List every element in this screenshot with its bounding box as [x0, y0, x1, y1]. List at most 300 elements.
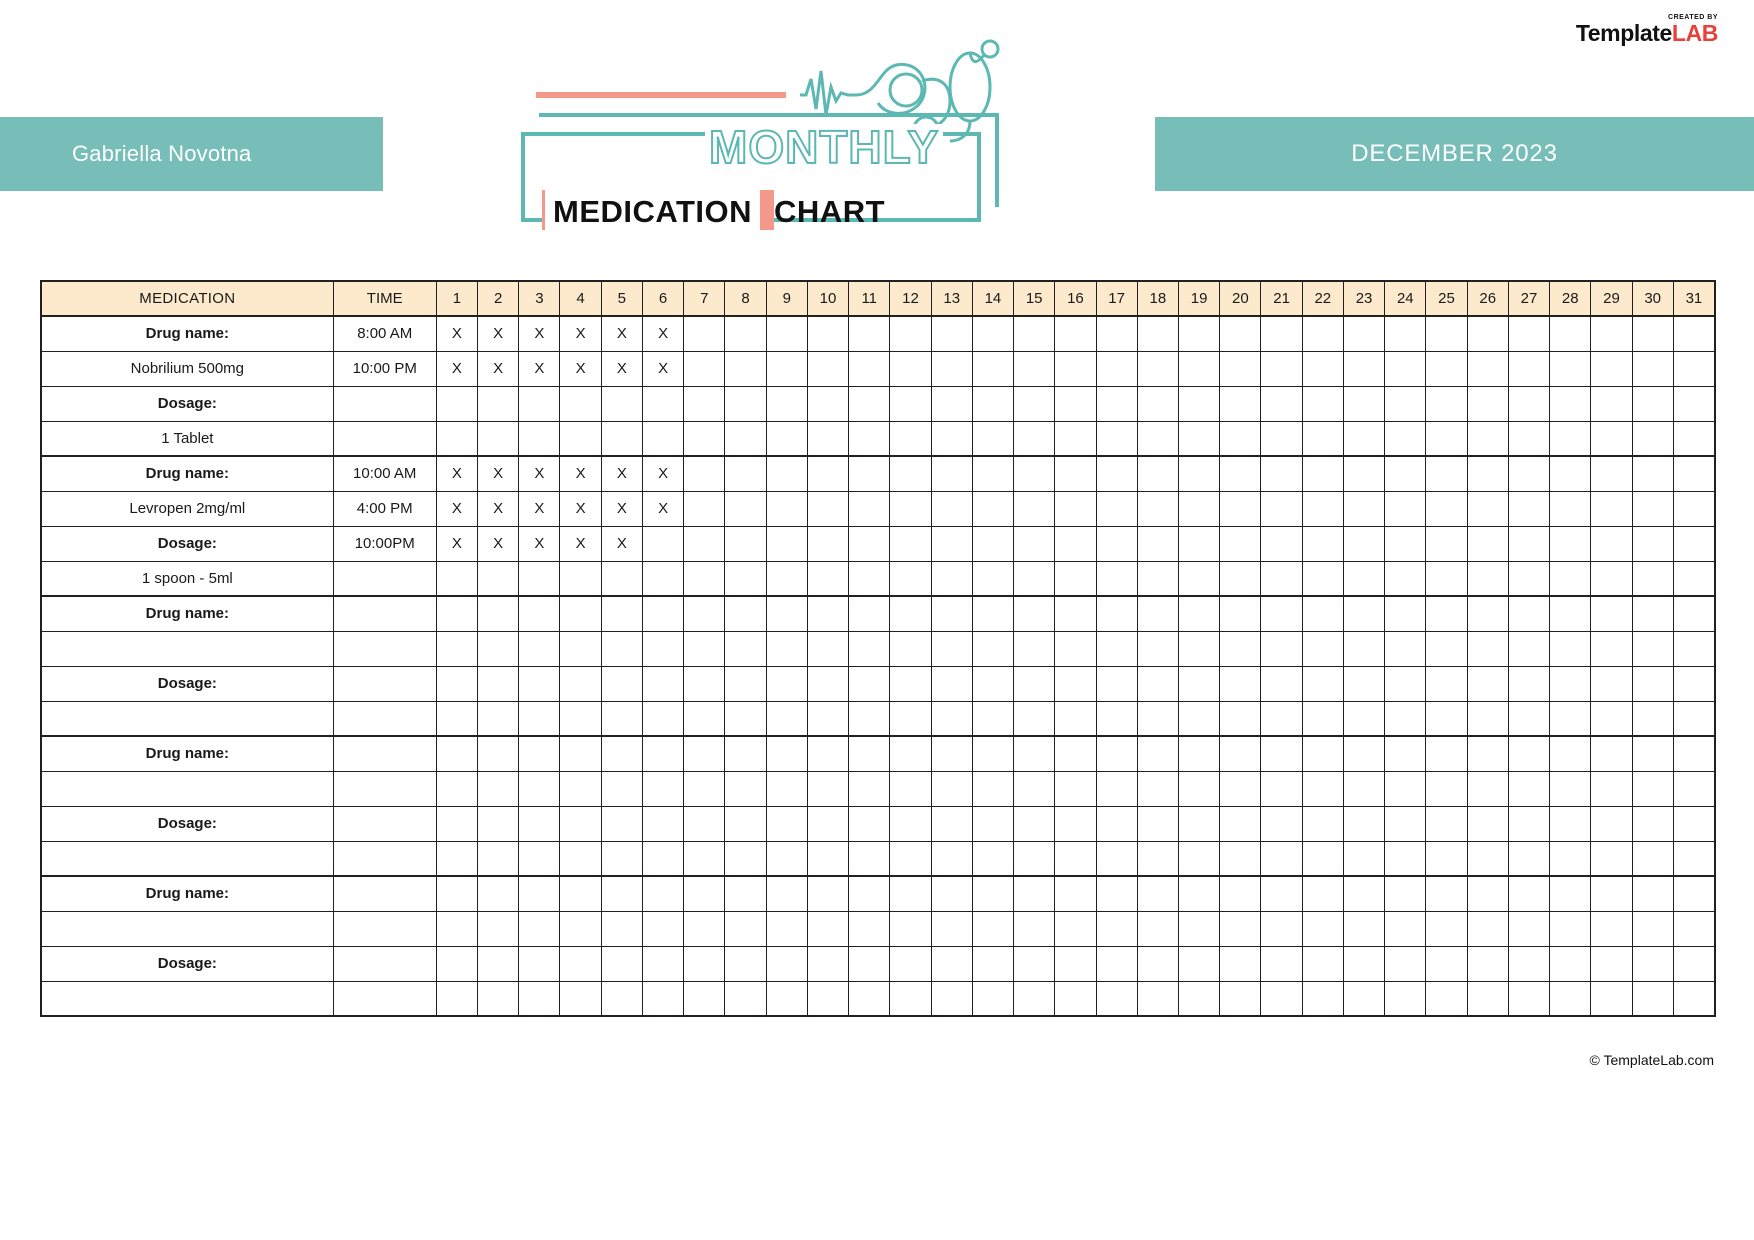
day-cell-26[interactable] [1467, 386, 1508, 421]
day-cell-20[interactable] [1220, 526, 1261, 561]
day-cell-5[interactable] [601, 911, 642, 946]
medication-cell[interactable]: Drug name: [41, 596, 333, 631]
day-cell-8[interactable] [725, 911, 766, 946]
day-cell-3[interactable] [519, 736, 560, 771]
day-cell-30[interactable] [1632, 526, 1673, 561]
day-cell-26[interactable] [1467, 771, 1508, 806]
time-cell[interactable]: 8:00 AM [333, 316, 436, 351]
day-cell-15[interactable] [1014, 771, 1055, 806]
day-cell-10[interactable] [807, 701, 848, 736]
day-cell-15[interactable] [1014, 596, 1055, 631]
day-cell-12[interactable] [890, 596, 931, 631]
time-cell[interactable] [333, 771, 436, 806]
day-cell-8[interactable] [725, 491, 766, 526]
day-cell-20[interactable] [1220, 316, 1261, 351]
day-cell-13[interactable] [931, 456, 972, 491]
day-cell-8[interactable] [725, 806, 766, 841]
day-cell-29[interactable] [1591, 561, 1632, 596]
day-cell-17[interactable] [1096, 351, 1137, 386]
day-cell-9[interactable] [766, 771, 807, 806]
day-cell-19[interactable] [1179, 666, 1220, 701]
day-cell-15[interactable] [1014, 876, 1055, 911]
day-cell-6[interactable] [642, 421, 683, 456]
day-cell-30[interactable] [1632, 806, 1673, 841]
day-cell-29[interactable] [1591, 701, 1632, 736]
day-cell-30[interactable] [1632, 876, 1673, 911]
day-cell-5[interactable] [601, 666, 642, 701]
day-cell-27[interactable] [1508, 631, 1549, 666]
day-cell-4[interactable] [560, 771, 601, 806]
day-cell-31[interactable] [1673, 911, 1715, 946]
day-cell-27[interactable] [1508, 701, 1549, 736]
day-cell-10[interactable] [807, 736, 848, 771]
day-cell-30[interactable] [1632, 351, 1673, 386]
day-cell-31[interactable] [1673, 806, 1715, 841]
day-cell-25[interactable] [1426, 456, 1467, 491]
day-cell-21[interactable] [1261, 351, 1302, 386]
day-cell-14[interactable] [972, 806, 1013, 841]
day-cell-17[interactable] [1096, 841, 1137, 876]
day-cell-27[interactable] [1508, 386, 1549, 421]
day-cell-31[interactable] [1673, 946, 1715, 981]
day-cell-11[interactable] [849, 911, 890, 946]
day-cell-2[interactable]: X [478, 491, 519, 526]
day-cell-30[interactable] [1632, 456, 1673, 491]
day-cell-19[interactable] [1179, 421, 1220, 456]
day-cell-8[interactable] [725, 981, 766, 1016]
day-cell-20[interactable] [1220, 946, 1261, 981]
day-cell-13[interactable] [931, 736, 972, 771]
day-cell-5[interactable] [601, 701, 642, 736]
day-cell-2[interactable] [478, 421, 519, 456]
day-cell-15[interactable] [1014, 386, 1055, 421]
day-cell-27[interactable] [1508, 981, 1549, 1016]
day-cell-11[interactable] [849, 736, 890, 771]
day-cell-14[interactable] [972, 911, 1013, 946]
day-cell-14[interactable] [972, 631, 1013, 666]
day-cell-1[interactable]: X [436, 456, 477, 491]
day-cell-13[interactable] [931, 981, 972, 1016]
day-cell-1[interactable]: X [436, 316, 477, 351]
day-cell-12[interactable] [890, 386, 931, 421]
day-cell-12[interactable] [890, 631, 931, 666]
day-cell-11[interactable] [849, 351, 890, 386]
day-cell-1[interactable]: X [436, 351, 477, 386]
day-cell-19[interactable] [1179, 981, 1220, 1016]
day-cell-17[interactable] [1096, 561, 1137, 596]
day-cell-7[interactable] [684, 806, 725, 841]
day-cell-5[interactable] [601, 596, 642, 631]
day-cell-18[interactable] [1137, 806, 1178, 841]
day-cell-21[interactable] [1261, 386, 1302, 421]
day-cell-13[interactable] [931, 701, 972, 736]
time-cell[interactable] [333, 946, 436, 981]
day-cell-4[interactable] [560, 631, 601, 666]
day-cell-20[interactable] [1220, 806, 1261, 841]
day-cell-17[interactable] [1096, 701, 1137, 736]
day-cell-3[interactable] [519, 946, 560, 981]
day-cell-10[interactable] [807, 526, 848, 561]
time-cell[interactable]: 10:00 AM [333, 456, 436, 491]
day-cell-6[interactable] [642, 561, 683, 596]
day-cell-6[interactable]: X [642, 351, 683, 386]
day-cell-16[interactable] [1055, 666, 1096, 701]
day-cell-9[interactable] [766, 386, 807, 421]
day-cell-26[interactable] [1467, 456, 1508, 491]
day-cell-14[interactable] [972, 526, 1013, 561]
day-cell-19[interactable] [1179, 351, 1220, 386]
day-cell-25[interactable] [1426, 946, 1467, 981]
day-cell-22[interactable] [1302, 631, 1343, 666]
day-cell-16[interactable] [1055, 456, 1096, 491]
day-cell-16[interactable] [1055, 351, 1096, 386]
day-cell-24[interactable] [1385, 666, 1426, 701]
day-cell-20[interactable] [1220, 631, 1261, 666]
day-cell-23[interactable] [1343, 736, 1384, 771]
medication-cell[interactable]: Dosage: [41, 666, 333, 701]
day-cell-6[interactable] [642, 841, 683, 876]
day-cell-2[interactable] [478, 946, 519, 981]
day-cell-29[interactable] [1591, 841, 1632, 876]
day-cell-27[interactable] [1508, 806, 1549, 841]
day-cell-7[interactable] [684, 421, 725, 456]
day-cell-9[interactable] [766, 526, 807, 561]
day-cell-16[interactable] [1055, 806, 1096, 841]
day-cell-24[interactable] [1385, 771, 1426, 806]
day-cell-6[interactable] [642, 876, 683, 911]
day-cell-17[interactable] [1096, 666, 1137, 701]
day-cell-9[interactable] [766, 981, 807, 1016]
day-cell-17[interactable] [1096, 806, 1137, 841]
day-cell-29[interactable] [1591, 526, 1632, 561]
day-cell-26[interactable] [1467, 316, 1508, 351]
day-cell-11[interactable] [849, 666, 890, 701]
day-cell-15[interactable] [1014, 701, 1055, 736]
day-cell-22[interactable] [1302, 351, 1343, 386]
day-cell-21[interactable] [1261, 561, 1302, 596]
day-cell-5[interactable]: X [601, 316, 642, 351]
day-cell-7[interactable] [684, 736, 725, 771]
day-cell-22[interactable] [1302, 456, 1343, 491]
day-cell-5[interactable] [601, 981, 642, 1016]
day-cell-11[interactable] [849, 876, 890, 911]
day-cell-14[interactable] [972, 736, 1013, 771]
day-cell-21[interactable] [1261, 596, 1302, 631]
medication-cell[interactable] [41, 911, 333, 946]
day-cell-10[interactable] [807, 351, 848, 386]
day-cell-9[interactable] [766, 596, 807, 631]
day-cell-25[interactable] [1426, 316, 1467, 351]
day-cell-2[interactable]: X [478, 526, 519, 561]
day-cell-14[interactable] [972, 771, 1013, 806]
day-cell-30[interactable] [1632, 771, 1673, 806]
day-cell-30[interactable] [1632, 666, 1673, 701]
day-cell-10[interactable] [807, 561, 848, 596]
day-cell-8[interactable] [725, 456, 766, 491]
day-cell-31[interactable] [1673, 876, 1715, 911]
day-cell-23[interactable] [1343, 631, 1384, 666]
day-cell-5[interactable] [601, 841, 642, 876]
day-cell-6[interactable] [642, 911, 683, 946]
day-cell-28[interactable] [1550, 491, 1591, 526]
day-cell-3[interactable] [519, 771, 560, 806]
day-cell-3[interactable]: X [519, 491, 560, 526]
day-cell-6[interactable] [642, 701, 683, 736]
day-cell-31[interactable] [1673, 456, 1715, 491]
time-cell[interactable] [333, 876, 436, 911]
day-cell-26[interactable] [1467, 666, 1508, 701]
day-cell-2[interactable] [478, 701, 519, 736]
day-cell-3[interactable]: X [519, 351, 560, 386]
day-cell-22[interactable] [1302, 491, 1343, 526]
day-cell-3[interactable] [519, 421, 560, 456]
medication-cell[interactable] [41, 701, 333, 736]
day-cell-31[interactable] [1673, 841, 1715, 876]
day-cell-9[interactable] [766, 841, 807, 876]
medication-cell[interactable]: Dosage: [41, 526, 333, 561]
day-cell-4[interactable] [560, 701, 601, 736]
day-cell-31[interactable] [1673, 386, 1715, 421]
day-cell-9[interactable] [766, 561, 807, 596]
day-cell-16[interactable] [1055, 386, 1096, 421]
day-cell-3[interactable] [519, 631, 560, 666]
day-cell-27[interactable] [1508, 316, 1549, 351]
day-cell-13[interactable] [931, 491, 972, 526]
day-cell-7[interactable] [684, 876, 725, 911]
day-cell-6[interactable] [642, 666, 683, 701]
day-cell-3[interactable] [519, 981, 560, 1016]
day-cell-23[interactable] [1343, 666, 1384, 701]
day-cell-23[interactable] [1343, 806, 1384, 841]
day-cell-30[interactable] [1632, 841, 1673, 876]
day-cell-21[interactable] [1261, 841, 1302, 876]
time-cell[interactable] [333, 421, 436, 456]
day-cell-18[interactable] [1137, 351, 1178, 386]
day-cell-19[interactable] [1179, 771, 1220, 806]
day-cell-25[interactable] [1426, 701, 1467, 736]
day-cell-27[interactable] [1508, 946, 1549, 981]
day-cell-1[interactable] [436, 421, 477, 456]
day-cell-1[interactable] [436, 911, 477, 946]
day-cell-20[interactable] [1220, 596, 1261, 631]
day-cell-15[interactable] [1014, 631, 1055, 666]
day-cell-7[interactable] [684, 386, 725, 421]
day-cell-16[interactable] [1055, 526, 1096, 561]
day-cell-13[interactable] [931, 596, 972, 631]
day-cell-10[interactable] [807, 841, 848, 876]
day-cell-6[interactable] [642, 736, 683, 771]
day-cell-31[interactable] [1673, 771, 1715, 806]
day-cell-10[interactable] [807, 666, 848, 701]
day-cell-5[interactable]: X [601, 456, 642, 491]
day-cell-11[interactable] [849, 806, 890, 841]
day-cell-14[interactable] [972, 666, 1013, 701]
day-cell-1[interactable] [436, 386, 477, 421]
day-cell-12[interactable] [890, 806, 931, 841]
day-cell-12[interactable] [890, 421, 931, 456]
day-cell-30[interactable] [1632, 316, 1673, 351]
day-cell-26[interactable] [1467, 981, 1508, 1016]
day-cell-28[interactable] [1550, 946, 1591, 981]
day-cell-19[interactable] [1179, 876, 1220, 911]
day-cell-29[interactable] [1591, 806, 1632, 841]
day-cell-23[interactable] [1343, 526, 1384, 561]
day-cell-13[interactable] [931, 806, 972, 841]
day-cell-4[interactable] [560, 421, 601, 456]
day-cell-25[interactable] [1426, 631, 1467, 666]
day-cell-3[interactable] [519, 386, 560, 421]
day-cell-24[interactable] [1385, 526, 1426, 561]
day-cell-2[interactable]: X [478, 316, 519, 351]
day-cell-9[interactable] [766, 911, 807, 946]
day-cell-18[interactable] [1137, 981, 1178, 1016]
day-cell-13[interactable] [931, 771, 972, 806]
day-cell-14[interactable] [972, 561, 1013, 596]
day-cell-16[interactable] [1055, 841, 1096, 876]
day-cell-24[interactable] [1385, 981, 1426, 1016]
day-cell-18[interactable] [1137, 701, 1178, 736]
day-cell-29[interactable] [1591, 876, 1632, 911]
medication-cell[interactable]: Levropen 2mg/ml [41, 491, 333, 526]
day-cell-20[interactable] [1220, 386, 1261, 421]
medication-cell[interactable]: Dosage: [41, 806, 333, 841]
day-cell-16[interactable] [1055, 701, 1096, 736]
day-cell-19[interactable] [1179, 841, 1220, 876]
day-cell-18[interactable] [1137, 491, 1178, 526]
day-cell-11[interactable] [849, 701, 890, 736]
day-cell-23[interactable] [1343, 351, 1384, 386]
day-cell-30[interactable] [1632, 491, 1673, 526]
day-cell-28[interactable] [1550, 911, 1591, 946]
day-cell-31[interactable] [1673, 491, 1715, 526]
day-cell-10[interactable] [807, 631, 848, 666]
day-cell-2[interactable] [478, 771, 519, 806]
day-cell-9[interactable] [766, 946, 807, 981]
day-cell-22[interactable] [1302, 736, 1343, 771]
day-cell-24[interactable] [1385, 911, 1426, 946]
day-cell-16[interactable] [1055, 316, 1096, 351]
time-cell[interactable] [333, 911, 436, 946]
day-cell-16[interactable] [1055, 596, 1096, 631]
day-cell-16[interactable] [1055, 421, 1096, 456]
day-cell-5[interactable] [601, 421, 642, 456]
day-cell-22[interactable] [1302, 946, 1343, 981]
day-cell-12[interactable] [890, 911, 931, 946]
day-cell-1[interactable]: X [436, 526, 477, 561]
day-cell-12[interactable] [890, 876, 931, 911]
day-cell-17[interactable] [1096, 876, 1137, 911]
day-cell-21[interactable] [1261, 631, 1302, 666]
day-cell-25[interactable] [1426, 351, 1467, 386]
day-cell-4[interactable] [560, 876, 601, 911]
day-cell-30[interactable] [1632, 631, 1673, 666]
day-cell-19[interactable] [1179, 526, 1220, 561]
day-cell-31[interactable] [1673, 526, 1715, 561]
day-cell-11[interactable] [849, 526, 890, 561]
day-cell-30[interactable] [1632, 736, 1673, 771]
day-cell-3[interactable]: X [519, 316, 560, 351]
day-cell-7[interactable] [684, 911, 725, 946]
day-cell-19[interactable] [1179, 631, 1220, 666]
day-cell-7[interactable] [684, 596, 725, 631]
day-cell-17[interactable] [1096, 386, 1137, 421]
day-cell-12[interactable] [890, 666, 931, 701]
day-cell-2[interactable] [478, 596, 519, 631]
day-cell-8[interactable] [725, 386, 766, 421]
day-cell-8[interactable] [725, 736, 766, 771]
day-cell-24[interactable] [1385, 806, 1426, 841]
day-cell-28[interactable] [1550, 631, 1591, 666]
day-cell-21[interactable] [1261, 421, 1302, 456]
day-cell-28[interactable] [1550, 456, 1591, 491]
day-cell-1[interactable] [436, 981, 477, 1016]
day-cell-23[interactable] [1343, 981, 1384, 1016]
day-cell-12[interactable] [890, 736, 931, 771]
day-cell-26[interactable] [1467, 841, 1508, 876]
day-cell-23[interactable] [1343, 911, 1384, 946]
day-cell-18[interactable] [1137, 316, 1178, 351]
day-cell-6[interactable]: X [642, 491, 683, 526]
day-cell-17[interactable] [1096, 736, 1137, 771]
day-cell-26[interactable] [1467, 561, 1508, 596]
day-cell-25[interactable] [1426, 421, 1467, 456]
day-cell-9[interactable] [766, 666, 807, 701]
day-cell-14[interactable] [972, 841, 1013, 876]
day-cell-17[interactable] [1096, 526, 1137, 561]
day-cell-23[interactable] [1343, 596, 1384, 631]
day-cell-2[interactable] [478, 386, 519, 421]
time-cell[interactable] [333, 386, 436, 421]
day-cell-19[interactable] [1179, 386, 1220, 421]
day-cell-4[interactable] [560, 911, 601, 946]
day-cell-17[interactable] [1096, 456, 1137, 491]
day-cell-27[interactable] [1508, 421, 1549, 456]
day-cell-21[interactable] [1261, 316, 1302, 351]
day-cell-24[interactable] [1385, 631, 1426, 666]
day-cell-26[interactable] [1467, 701, 1508, 736]
day-cell-23[interactable] [1343, 456, 1384, 491]
day-cell-15[interactable] [1014, 736, 1055, 771]
day-cell-14[interactable] [972, 386, 1013, 421]
day-cell-14[interactable] [972, 351, 1013, 386]
day-cell-1[interactable] [436, 631, 477, 666]
day-cell-15[interactable] [1014, 456, 1055, 491]
day-cell-17[interactable] [1096, 421, 1137, 456]
medication-cell[interactable]: Dosage: [41, 386, 333, 421]
day-cell-15[interactable] [1014, 981, 1055, 1016]
day-cell-15[interactable] [1014, 316, 1055, 351]
day-cell-14[interactable] [972, 421, 1013, 456]
medication-cell[interactable] [41, 771, 333, 806]
day-cell-1[interactable] [436, 806, 477, 841]
day-cell-22[interactable] [1302, 911, 1343, 946]
day-cell-18[interactable] [1137, 911, 1178, 946]
day-cell-29[interactable] [1591, 421, 1632, 456]
day-cell-26[interactable] [1467, 491, 1508, 526]
day-cell-18[interactable] [1137, 526, 1178, 561]
day-cell-6[interactable] [642, 771, 683, 806]
day-cell-2[interactable] [478, 666, 519, 701]
day-cell-18[interactable] [1137, 456, 1178, 491]
day-cell-13[interactable] [931, 316, 972, 351]
day-cell-20[interactable] [1220, 981, 1261, 1016]
day-cell-19[interactable] [1179, 456, 1220, 491]
day-cell-9[interactable] [766, 316, 807, 351]
day-cell-26[interactable] [1467, 946, 1508, 981]
day-cell-25[interactable] [1426, 561, 1467, 596]
day-cell-2[interactable] [478, 736, 519, 771]
day-cell-11[interactable] [849, 421, 890, 456]
